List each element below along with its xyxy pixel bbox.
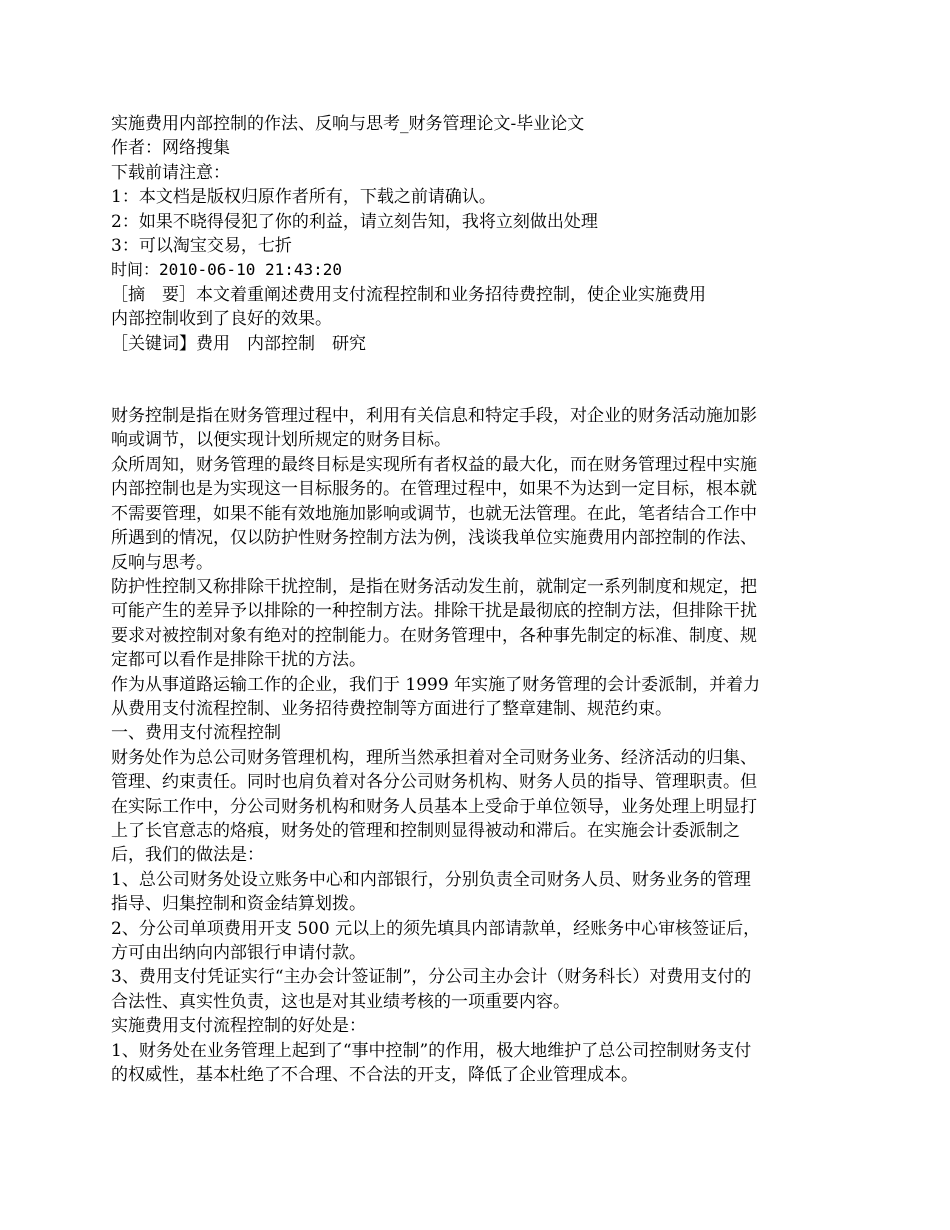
body-paragraph: 防护性控制又称排除干扰控制，是指在财务活动发生前，就制定一系列制度和规定，把可能产生的差异予以排除的一种控制方法。排除干扰是最彻底的控制方法，但排除干扰要求对被控制对象有绝对的控制能力。在财务管理中，各种事先制定的标准、制度、规定都可以看作是排除干扰的方法。	[111, 576, 757, 671]
timestamp-line: 时间：2010-06-10 21:43:20	[111, 260, 343, 280]
body-paragraph: 财务处作为总公司财务管理机构，理所当然承担着对全司财务业务、经济活动的归集、管理、约束责任。同时也肩负着对各分公司财务机构、财务人员的指导、管理职责。但在实际工作中，分公司财务机构和财务人员基本上受命于单位领导，业务处理上明显打上了长官意志的烙痕，财务处的管理和控制则显得被动和滞后。在实施会计委派制之后，我们的做法是：	[111, 747, 757, 866]
body-paragraph: 1、总公司财务处设立账务中心和内部银行，分别负责全司财务人员、财务业务的管理指导、归集控制和资金结算划拨。	[111, 869, 751, 915]
abstract-line: 内部控制收到了良好的效果。	[111, 309, 332, 330]
body-content	[111, 404, 761, 1087]
notice-item: 3：可以淘宝交易，七折	[111, 236, 292, 257]
abstract-line: ［摘 要］本文着重阐述费用支付流程控制和业务招待费控制，使企业实施费用	[111, 284, 706, 305]
body-paragraph: 众所周知，财务管理的最终目标是实现所有者权益的最大化，而在财务管理过程中实施内部控制也是为实现这一目标服务的。在管理过程中，如果不为达到一定目标，根本就不需要管理，如果不能有效地施加影响或调节，也就无法管理。在此，笔者结合工作中所遇到的情况，仅以防护性财务控制方法为例，浅谈我单位实施费用内部控制的作法、反响与思考。	[111, 454, 757, 573]
keywords-line: ［关键词】费用 内部控制 研究	[111, 333, 366, 354]
author-line: 作者：网络搜集	[111, 138, 230, 159]
section-spacer	[111, 356, 771, 404]
body-paragraph: 实施费用支付流程控制的好处是：	[111, 1016, 366, 1037]
notice-title: 下载前请注意：	[111, 162, 230, 183]
body-paragraph: 2、分公司单项费用开支 500 元以上的须先填具内部请款单，经账务中心审核签证后，方可由出纳向内部银行申请付款。	[111, 918, 761, 963]
body-paragraph: 1、财务处在业务管理上起到了“事中控制”的作用，极大地维护了总公司控制财务支付的权威性，基本杜绝了不合理、不合法的开支，降低了企业管理成本。	[111, 1040, 752, 1086]
body-paragraph: 3、费用支付凭证实行“主办会计签证制”，分公司主办会计（财务科长）对费用支付的合法性、真实性负责，这也是对其业绩考核的一项重要内容。	[111, 967, 752, 1012]
document-title: 实施费用内部控制的作法、反响与思考_财务管理论文-毕业论文	[111, 114, 585, 134]
body-paragraph: 作为从事道路运输工作的企业，我们于 1999 年实施了财务管理的会计委派制，并着力从费用支付流程控制、业务招待费控制等方面进行了整章建制、规范约束。	[111, 674, 761, 719]
notice-item: 1：本文档是版权归原作者所有，下载之前请确认。	[111, 187, 496, 208]
document-page	[111, 112, 771, 1087]
body-paragraph: 财务控制是指在财务管理过程中，利用有关信息和特定手段，对企业的财务活动施加影响或调节，以便实现计划所规定的财务目标。	[111, 406, 757, 451]
section-heading: 一、费用支付流程控制	[111, 723, 281, 744]
notice-item: 2：如果不晓得侵犯了你的利益，请立刻告知，我将立刻做出处理	[111, 211, 598, 232]
